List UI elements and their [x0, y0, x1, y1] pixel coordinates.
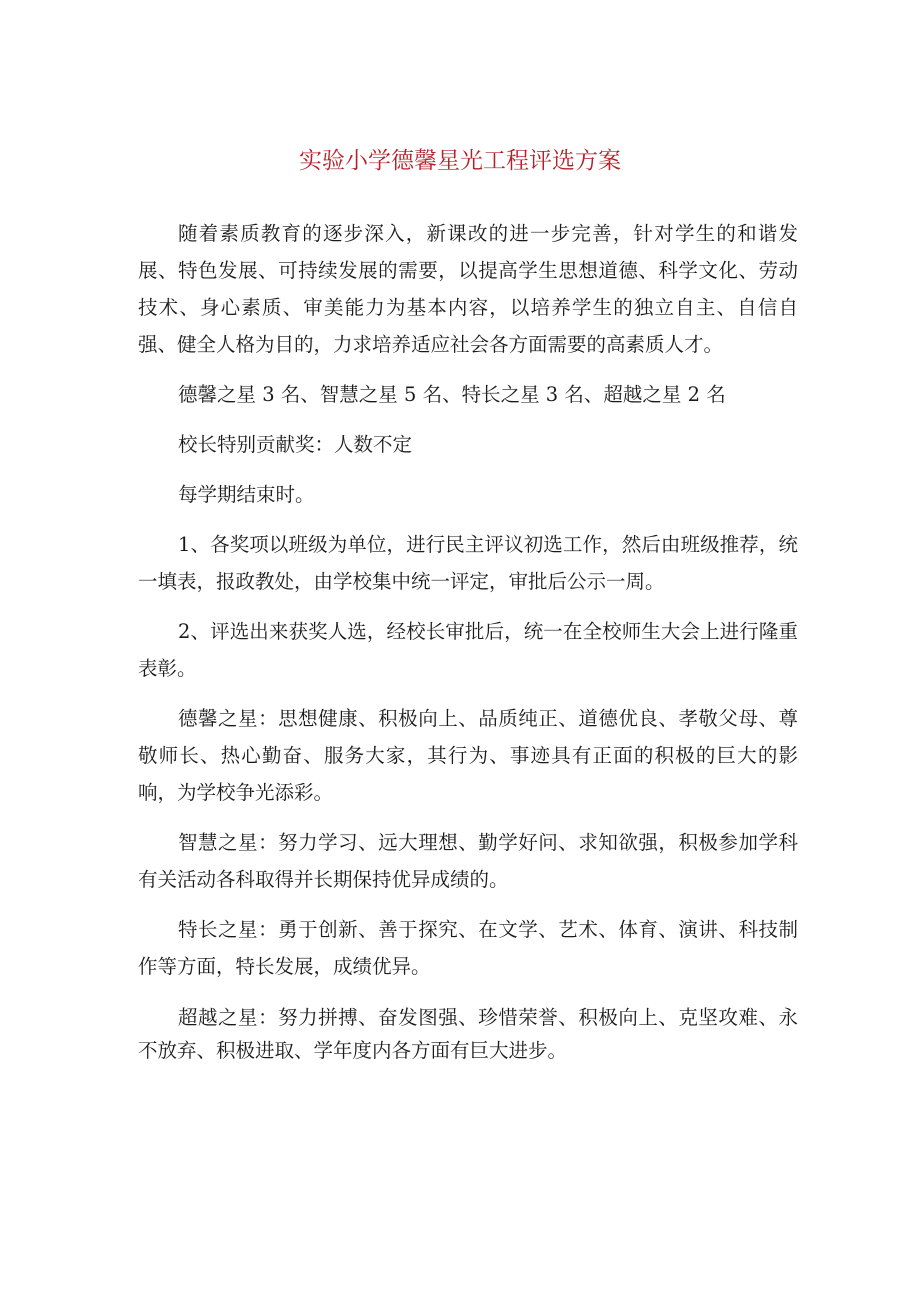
- document-title: 实验小学德馨星光工程评选方案: [299, 148, 621, 174]
- talent-star-criteria: 特长之星：勇于创新、善于探究、在文学、艺术、体育、演讲、科技制作等方面，特长发展，成绩优异。: [138, 918, 798, 978]
- document-body: [138, 215, 798, 1067]
- procedure-step-2: 2、评选出来获奖人选，经校长审批后，统一在全校师生大会上进行隆重表彰。: [138, 620, 798, 680]
- wisdom-star-criteria: 智慧之星：努力学习、远大理想、勤学好问、求知欲强，积极参加学科有关活动各科取得并长期保持优异成绩的。: [138, 831, 798, 891]
- intro-paragraph: 随着素质教育的逐步深入，新课改的进一步完善，针对学生的和谐发展、特色发展、可持续发展的需要，以提高学生思想道德、科学文化、劳动技术、身心素质、审美能力为基本内容，以培养学生的独立自主、自信自强、健全人格为目的，力求培养适应社会各方面需要的高素质人才。: [138, 222, 798, 356]
- principal-award-paragraph: 校长特别贡献奖：人数不定: [178, 433, 413, 456]
- surpass-star-criteria: 超越之星：努力拼搏、奋发图强、珍惜荣誉、积极向上、克坚攻难、永不放弃、积极进取、学年度内各方面有巨大进步。: [138, 1006, 798, 1062]
- procedure-step-1: 1、各奖项以班级为单位，进行民主评议初选工作，然后由班级推荐，统一填表，报政教处，由学校集中统一评定，审批后公示一周。: [138, 533, 798, 593]
- timing-paragraph: 每学期结束时。: [178, 483, 315, 506]
- dexin-star-criteria: 德馨之星：思想健康、积极向上、品质纯正、道德优良、孝敬父母、尊敬师长、热心勤奋、服务大家，其行为、事迹具有正面的积极的巨大的影响，为学校争光添彩。: [138, 707, 798, 804]
- award-quota-paragraph: 德馨之星 3 名、智慧之星 5 名、特长之星 3 名、超越之星 2 名: [178, 383, 726, 406]
